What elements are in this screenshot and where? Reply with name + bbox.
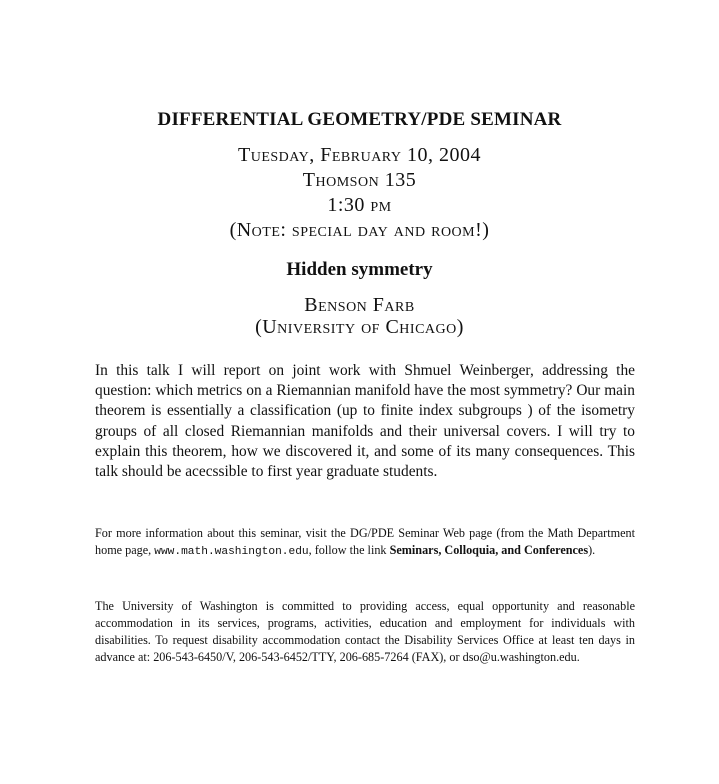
math-department-url-link[interactable]: www.math.washington.edu — [154, 546, 309, 558]
info-text-intro: For more information about this seminar, visit the DG/PDE Seminar Web page (from the Math Department home page, — [95, 526, 635, 557]
speaker-affiliation: (University of Chicago) — [255, 316, 464, 338]
speaker-name: Benson Farb — [304, 294, 415, 316]
talk-abstract: In this talk I will report on joint work with Shmuel Weinberger, addressing the question: which metrics on a Riemannian manifold have the most symmetry? Our main theorem is essentially a classification (up to finite index subgroups ) of the isometry groups of all closed Riemannian manifolds and their universal covers. I will try to explain this theorem, how we discovered it, and some of its many consequences. This talk should be acecssible to first year graduate students. — [95, 362, 635, 481]
info-text-middle: , follow the link — [308, 543, 390, 557]
talk-title: Hidden symmetry — [286, 259, 433, 280]
seminars-colloquia-link[interactable]: Seminars, Colloquia, and Conferences — [389, 543, 589, 557]
seminar-time: 1:30 pm — [327, 194, 392, 216]
seminar-date: Tuesday, February 10, 2004 — [238, 144, 481, 166]
seminar-info-paragraph — [95, 525, 635, 561]
seminar-room: Thomson 135 — [302, 169, 417, 191]
seminar-title: DIFFERENTIAL GEOMETRY/PDE SEMINAR — [157, 109, 562, 130]
accessibility-statement: The University of Washington is committed to providing access, equal opportunity and reasonable accommodation in its services, programs, activities, education and employment for individuals with disabilities. To request disability accommodation contact the Disability Services Office at least ten days in advance at: 206-543-6450/V, 206-543-6452/TTY, 206-685-7264 (FAX), or dso@u.washington.edu. — [95, 599, 635, 664]
info-text-end: ). — [588, 543, 596, 557]
seminar-note: (Note: special day and room!) — [229, 219, 490, 241]
